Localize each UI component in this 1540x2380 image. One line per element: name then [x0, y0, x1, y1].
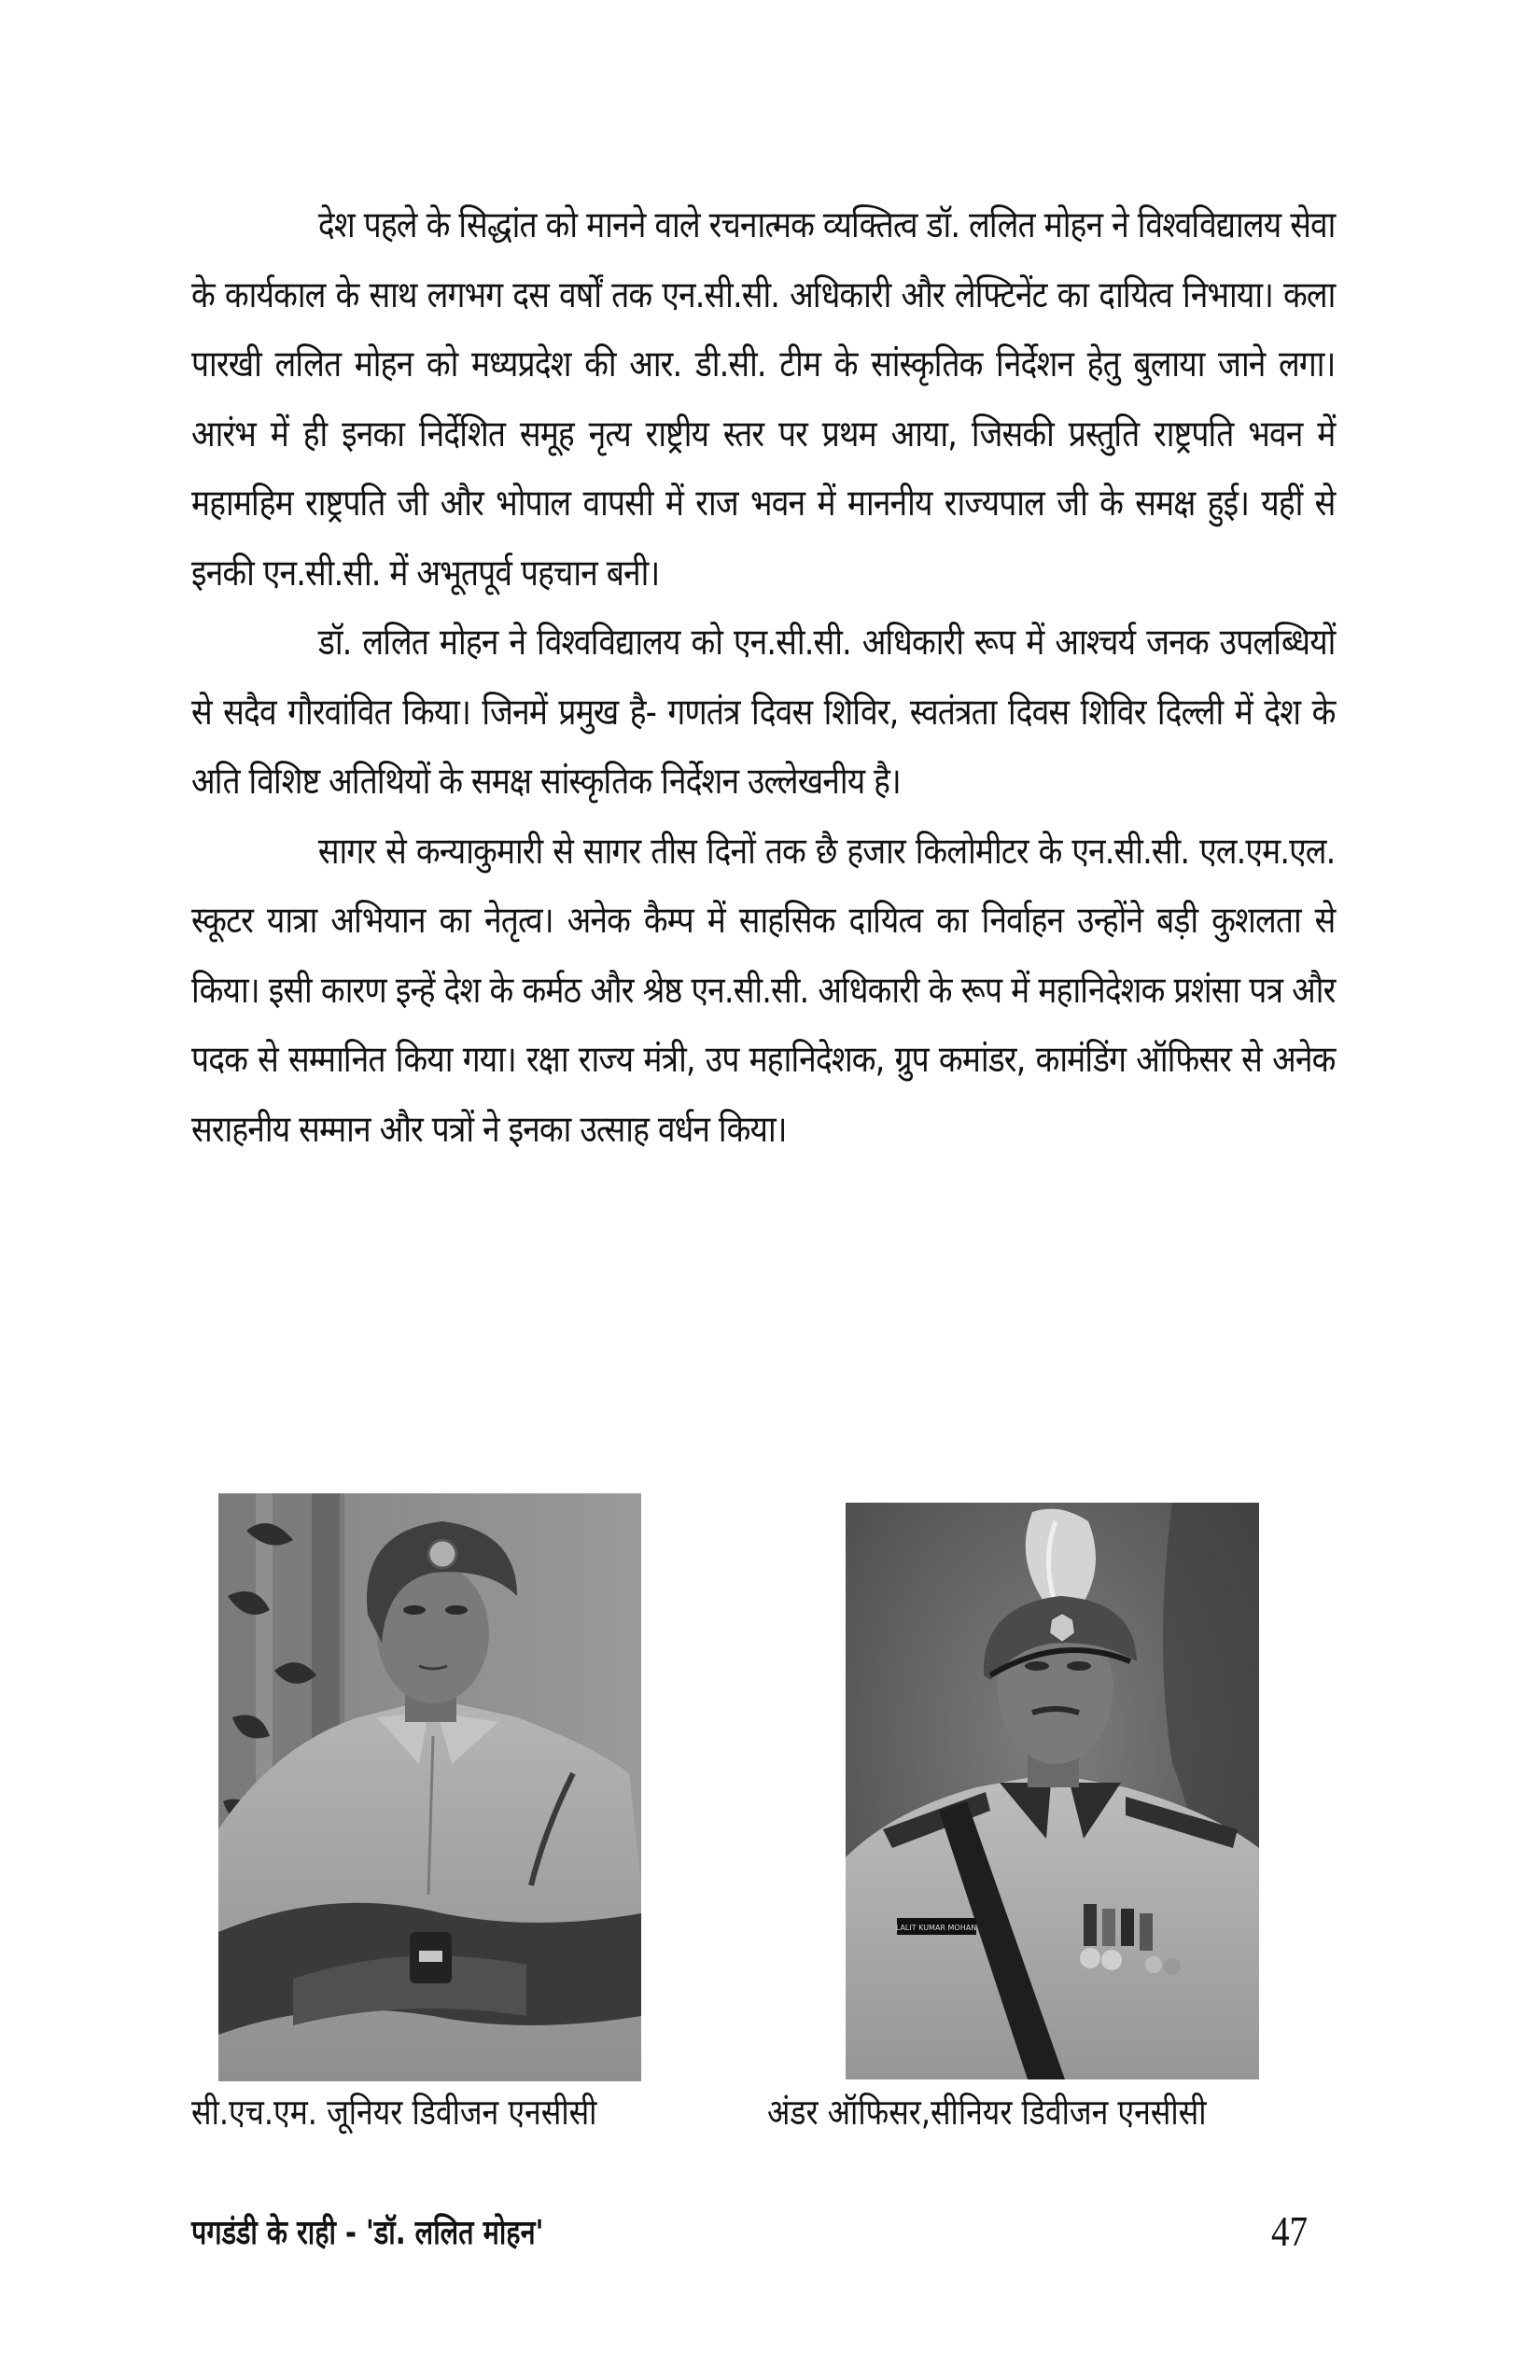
paragraph-text: सागर से कन्याकुमारी से सागर तीस दिनों तक छै हजार किलोमीटर के एन.सी.सी. एल.एम.एल. स्कूटर यात्रा अभियान का नेतृत्व। अनेक कैम्प में साहसिक दायित्व का निर्वाहन उन्होंने बड़ी कुशलता से किया। इसी कारण इन्हें देश के कर्मठ और श्रेष्ठ एन.सी.सी. अधिकारी के रूप में महानिदेशक प्रशंसा पत्र और पदक से सम्मानित किया गया। रक्षा राज्य मंत्री, उप महानिदेशक, ग्रुप कमांडर, कामंडिंग ऑफिसर से अनेक सराहनीय सम्मान और पत्रों ने इनका उत्साह वर्धन किया।: [191, 830, 1336, 1151]
name-tag-text: LALIT KUMAR MOHAN: [895, 1924, 977, 1932]
photo-cadet-junior-division: [218, 1493, 641, 2081]
body-text: [191, 191, 1335, 1165]
paragraph-1: [191, 191, 1336, 609]
paragraph-3: [191, 818, 1336, 1166]
photo-caption-left: सी.एच.एम. जूनियर डिवीजन एनसीसी: [191, 2092, 597, 2133]
officer-portrait-image: [846, 1503, 1259, 2079]
page-number: 47: [1271, 2207, 1309, 2255]
photo-under-officer-senior-division: [846, 1503, 1259, 2079]
paragraph-text: डॉ. ललित मोहन ने विश्वविद्यालय को एन.सी.सी. अधिकारी रूप में आश्चर्य जनक उपलब्धियों से सदैव गौरवांवित किया। जिनमें प्रमुख है- गणतंत्र दिवस शिविर, स्वतंत्रता दिवस शिविर दिल्ली में देश के अति विशिष्ट अतिथियों के समक्ष सांस्कृतिक निर्देशन उल्लेखनीय है।: [191, 622, 1336, 803]
running-footer-book-title: पगडंडी के राही - 'डॉ. ललित मोहन': [191, 2214, 544, 2252]
paragraph-text: देश पहले के सिद्धांत को मानने वाले रचनात्मक व्यक्तित्व डॉ. ललित मोहन ने विश्वविद्यालय सेवा के कार्यकाल के साथ लगभग दस वर्षों तक एन.सी.सी. अधिकारी और लेफ्टिनेंट का दायित्व निभाया। कला पारखी ललित मोहन को मध्यप्रदेश की आर. डी.सी. टीम के सांस्कृतिक निर्देशन हेतु बुलाया जाने लगा। आरंभ में ही इनका निर्देशित समूह नृत्य राष्ट्रीय स्तर पर प्रथम आया, जिसकी प्रस्तुति राष्ट्रपति भवन में महामहिम राष्ट्रपति जी और भोपाल वापसी में राज भवन में माननीय राज्यपाल जी के समक्ष हुई। यहीं से इनकी एन.सी.सी. में अभूतपूर्व पहचान बनी।: [191, 204, 1336, 595]
photo-caption-right: अंडर ऑफिसर,सीनियर डिवीजन एनसीसी: [767, 2092, 1207, 2133]
cadet-portrait-image: [218, 1493, 641, 2081]
paragraph-2: [191, 609, 1336, 818]
